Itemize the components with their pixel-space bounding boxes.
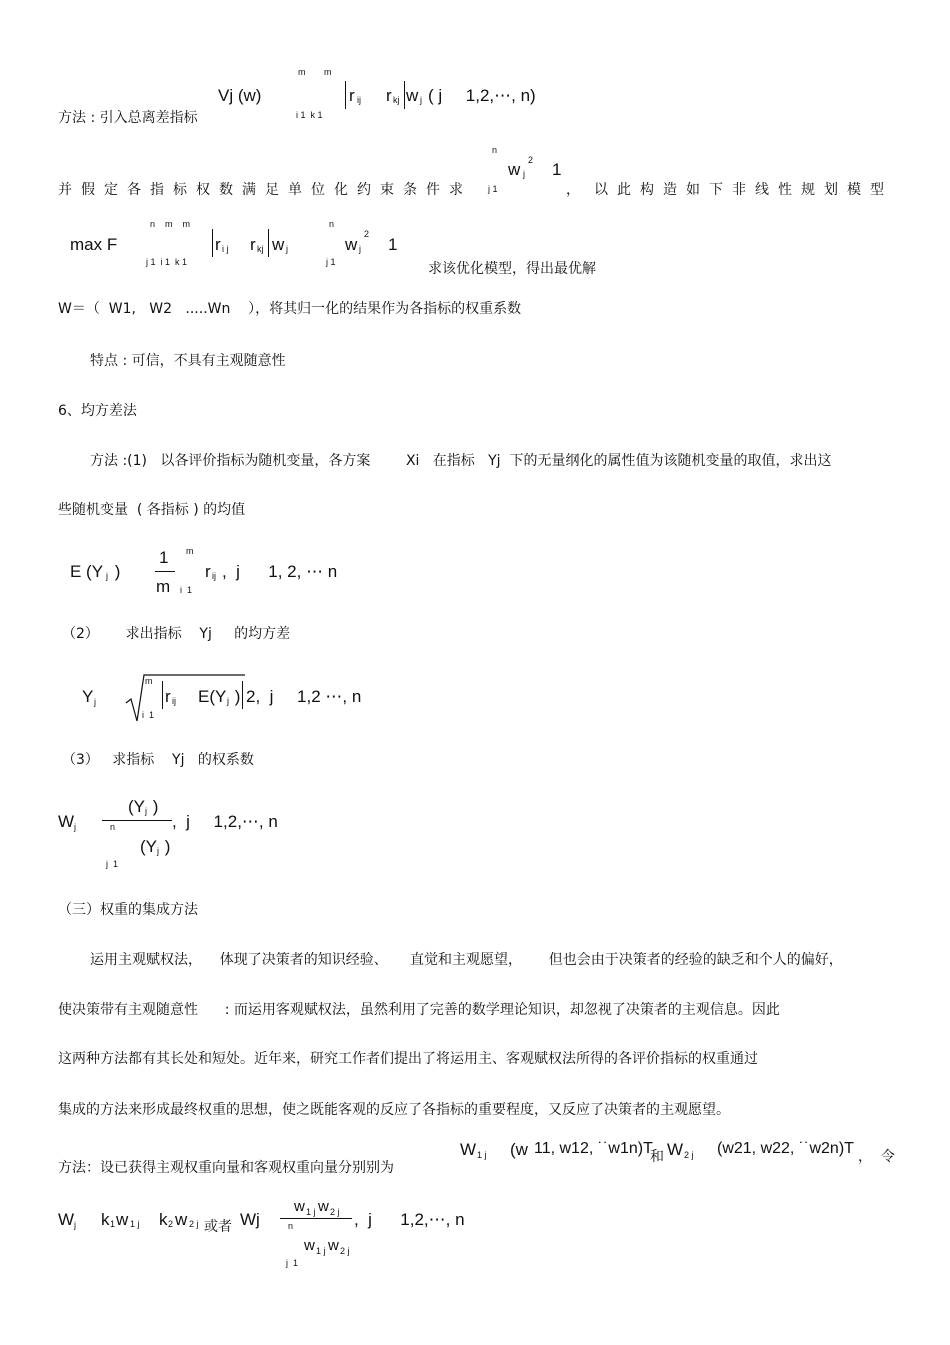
wf-den-idx: j 1: [106, 859, 119, 869]
r-term: r: [205, 562, 211, 581]
sum-sup: n: [492, 145, 498, 155]
den-sub: 1 j: [316, 1246, 326, 1256]
abs-bar: [268, 229, 269, 257]
frac-line: [280, 1218, 352, 1219]
r-term: r: [165, 687, 171, 706]
mean-lhs: E (Y: [70, 562, 104, 581]
section3-p2: 使决策带有主观随意性 : 而运用客观赋权法，虽然利用了完善的数学理论知识，却忽视了决策者的主观信息。因此: [58, 1002, 780, 1018]
e-term: E(Y: [198, 687, 227, 706]
mean-lhs-sub: j: [106, 571, 108, 581]
step2-text: （2） 求出指标 Yj 的均方差: [62, 626, 291, 642]
ling-text: ， 令: [858, 1149, 895, 1165]
r-term: r: [386, 86, 392, 105]
frac-den: m: [156, 577, 171, 596]
sum-sub: j 1: [326, 257, 336, 267]
vec1-elements: 11, w12, ˙˙w1n)T: [534, 1140, 653, 1157]
frac-num: 1: [159, 548, 169, 567]
wf-num-sub: j: [145, 806, 147, 816]
w-sub: j: [523, 169, 525, 179]
den-sup: n: [288, 1221, 294, 1231]
num-w: w: [318, 1198, 329, 1215]
section3-title: （三）权重的集成方法: [58, 902, 198, 918]
section6-title: 6、均方差法: [58, 403, 137, 419]
wf-lhs: W: [58, 812, 75, 831]
final-lhs: W: [58, 1210, 75, 1229]
w-term: w: [406, 86, 419, 105]
vec1-sub: 1 j: [477, 1150, 487, 1160]
w-exp: 2: [364, 229, 370, 239]
r-sub: ij: [172, 696, 176, 706]
mean-lhs-close: ): [110, 562, 121, 581]
w-sub: 2 j: [189, 1219, 199, 1229]
w-term: w: [508, 160, 521, 179]
vec1-rhs: (w: [510, 1140, 528, 1159]
sum-sup: m: [298, 67, 306, 77]
w-term: w: [345, 235, 358, 254]
and-text: 和: [650, 1149, 664, 1165]
formula-lhs: Vj (w): [218, 86, 262, 105]
w-exp: 2: [528, 155, 534, 165]
wf-num-close: ): [148, 797, 159, 816]
section6-p1: 方法 :(1) 以各评价指标为随机变量，各方案 Xi 在指标 Yj 下的无量纲化的属性值为该随机变量的取值，求出这: [90, 453, 832, 469]
sum-sup: n: [329, 219, 335, 229]
wf-tail: , j 1,2,⋯, n: [172, 812, 278, 831]
num-sub: 1 j: [306, 1207, 316, 1217]
section6-p2: 些随机变量 ( 各指标 ) 的均值: [58, 502, 246, 518]
eq-one: 1: [388, 235, 398, 254]
w-term: w: [272, 235, 285, 254]
section3-p4: 集成的方法来形成最终权重的思想，使之既能客观的反应了各指标的重要程度，又反应了决策者的主观愿望。: [58, 1102, 730, 1118]
vec2-rhs: (w21, w22, ˙˙w2n)T: [717, 1140, 854, 1157]
wf-num: (Y: [128, 797, 145, 816]
text-left: 并假定各指标权数满足单位化约束条件求: [58, 182, 472, 198]
w-sub: 1 j: [130, 1219, 140, 1229]
sum-sup: m: [145, 676, 153, 686]
k-term: k: [159, 1210, 168, 1229]
section3-p3: 这两种方法都有其长处和短处。近年来，研究工作者们提出了将运用主、客观赋权法所得的各评价指标的权重通过: [58, 1051, 758, 1067]
den-idx: j 1: [286, 1258, 299, 1268]
vec2-sub: 2 j: [684, 1150, 694, 1160]
model-lhs: max F: [70, 235, 118, 254]
num-w: w: [294, 1198, 305, 1215]
sum-sup: m: [324, 67, 332, 77]
abs-bar: [242, 681, 243, 709]
abs-bar: [162, 681, 163, 709]
abs-bar: [212, 229, 213, 257]
method-label: 方法 : 引入总离差指标: [58, 110, 198, 126]
frac-line: [102, 820, 172, 821]
sum-sub: j 1: [488, 184, 498, 194]
final-tail: , j 1,2,⋯, n: [354, 1210, 465, 1229]
step3-text: （3） 求指标 Yj 的权系数: [62, 752, 254, 768]
vec1: W: [460, 1140, 477, 1159]
feature-text: 特点 : 可信，不具有主观随意性: [90, 353, 286, 369]
solve-text: 求该优化模型，得出最优解: [428, 261, 596, 277]
sum-subs: j 1 i 1 k 1: [146, 257, 188, 267]
k-term: k: [101, 1210, 110, 1229]
wf-lhs-sub: j: [74, 822, 76, 832]
abs-bar: [404, 81, 405, 109]
den-sub: 2 j: [340, 1246, 350, 1256]
r-term: r: [250, 235, 256, 254]
r-sub: ij: [212, 571, 216, 581]
method-text: 方法：设已获得主观权重向量和客观权重向量分别别为: [58, 1160, 394, 1176]
abs-bar: [345, 81, 346, 109]
k-sub: 1: [110, 1219, 116, 1229]
den-w: w: [304, 1237, 315, 1254]
formula-tail: ( j 1,2,⋯, n): [428, 86, 536, 105]
sum-sub: i 1: [142, 710, 155, 720]
w-sub: j: [359, 244, 361, 254]
e-sub: j: [227, 696, 229, 706]
vec2: W: [667, 1140, 684, 1159]
r-sub: i j: [222, 244, 229, 254]
w-sub: j: [286, 244, 288, 254]
section3-p1: 运用主观赋权法， 体现了决策者的知识经验、 直觉和主观愿望， 但也会由于决策者的经验的缺乏和个人的偏好，: [90, 952, 843, 968]
sum-sup: m: [186, 546, 194, 556]
sd-lhs: Y: [82, 687, 94, 706]
r-sub: kj: [257, 244, 264, 254]
wf-den-close: ): [160, 837, 171, 856]
k-sub: 2: [168, 1219, 174, 1229]
sum-sups: n m m: [150, 219, 191, 229]
final-lhs-sub: j: [74, 1220, 76, 1230]
mean-tail: , j 1, 2, ⋯ n: [222, 562, 338, 581]
num-sub: 2 j: [330, 1207, 340, 1217]
e-close: ): [230, 687, 241, 706]
sd-tail: 2, j 1,2 ⋯, n: [246, 687, 362, 706]
eq-one: 1: [552, 160, 562, 179]
w-sub: j: [420, 95, 422, 105]
r-sub: kj: [393, 95, 400, 105]
comma: ，: [566, 182, 580, 198]
frac-line: [155, 571, 175, 572]
den-w: w: [328, 1237, 339, 1254]
w-term: w: [175, 1210, 188, 1229]
wf-den-sub: j: [157, 846, 159, 856]
sd-lhs-sub: j: [94, 697, 96, 707]
weights-line: W＝（ W1, W2 .....Wn ），将其归一化的结果作为各指标的权重系数: [58, 301, 522, 317]
w-term: w: [116, 1210, 129, 1229]
or-text: 或者: [204, 1219, 232, 1235]
sum-sub: i 1: [180, 585, 193, 595]
wf-den: (Y: [140, 837, 157, 856]
wj-term: Wj: [240, 1210, 260, 1229]
sum-sub: i 1 k 1: [296, 110, 323, 120]
r-term: r: [215, 235, 221, 254]
r-term: r: [349, 86, 355, 105]
r-sub: ij: [357, 95, 361, 105]
text-right: 以此构造如下非线性规划模型: [594, 182, 893, 198]
wf-den-sup: n: [110, 822, 116, 832]
